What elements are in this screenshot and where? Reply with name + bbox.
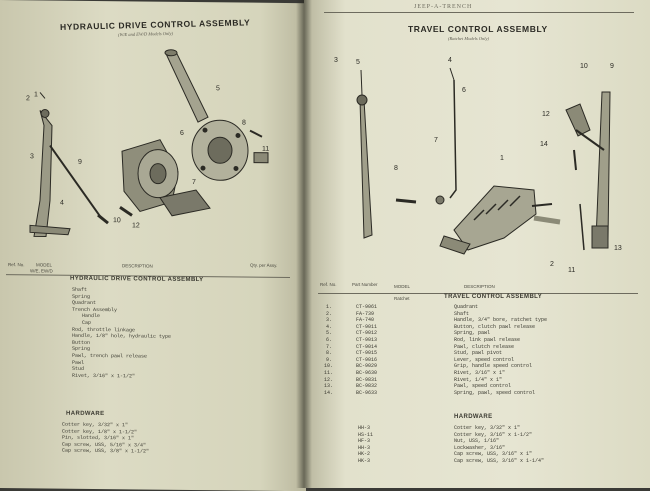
callout-label: 3: [30, 153, 34, 161]
table-row: 11. BC-9630 Rivet, 3/16" x 1": [324, 369, 506, 376]
callout-label: 8: [394, 165, 398, 172]
right-section-title: TRAVEL CONTROL ASSEMBLY: [444, 294, 543, 300]
callout-label: 4: [448, 57, 452, 64]
handle-part: [360, 100, 372, 238]
list-item: Cap screw, USS, 3/8" x 1-1/2": [62, 448, 150, 455]
callout-label: 2: [550, 261, 554, 268]
callout-label: 3: [334, 57, 338, 64]
callout-label: 8: [242, 119, 246, 127]
table-row: HK-3 Cap screw, USS, 3/16" x 1-1/4": [358, 457, 545, 464]
stud-part: [396, 200, 416, 202]
list-item: Cotter key, 1/8" x 1-1/2": [62, 428, 138, 436]
right-parts-table: [318, 304, 648, 396]
list-item: Rod, throttle linkage: [72, 326, 136, 333]
table-row: HK-2 Cap screw, USS, 3/16" x 1": [358, 451, 533, 458]
pawl-part: [436, 196, 444, 204]
pawl-block-part: [592, 226, 608, 248]
handle-knob-part: [357, 95, 367, 105]
table-header-description: DESCRIPTION: [464, 284, 495, 289]
model-value: Ratchet: [394, 296, 410, 301]
list-item: Spring: [72, 293, 91, 300]
list-item: Stud: [72, 365, 85, 373]
book-gutter: [296, 0, 312, 488]
callout-label: 6: [180, 129, 184, 137]
callout-label: 11: [568, 267, 576, 274]
right-hardware-title: HARDWARE: [454, 414, 493, 420]
table-header-model-value: W/E, EW/D: [30, 268, 53, 274]
callout-label: 7: [434, 137, 438, 144]
running-head: JEEP-A-TRENCH: [414, 4, 473, 10]
list-item: Handle, 1/8" hole, hydraulic type: [72, 332, 172, 340]
rod-end-part: [98, 215, 108, 223]
list-item: Cap: [82, 319, 92, 326]
left-hardware-list: [62, 422, 292, 457]
callout-label: 9: [610, 63, 614, 70]
rivet-part: [574, 150, 576, 170]
left-page-subtitle: (W/E and EW/D Models Only): [117, 30, 174, 38]
list-item: Spring: [72, 346, 91, 353]
button-rod-part: [361, 70, 362, 95]
drum-hub-part: [150, 164, 166, 184]
lever-part: [166, 52, 208, 122]
table-header-qty: Qty. per Assy.: [250, 262, 278, 268]
list-item: Cap screw, USS, 5/16" x 3/4": [62, 441, 147, 449]
table-row: 7. CT-9014 Pawl, clutch release: [326, 343, 515, 350]
list-item: Pin, slotted, 3/16" x 1": [62, 434, 135, 442]
list-item: Pawl, trench pawl release: [72, 352, 148, 360]
speed-shaft-part: [534, 218, 560, 222]
callout-label: 12: [132, 222, 140, 230]
left-parts-list: [72, 287, 302, 382]
pin-part: [40, 92, 45, 98]
table-row: HS-11 Cotter key, 3/16" x 1-1/2": [358, 431, 533, 438]
table-row: 12. BC-9831 Rivet, 1/4" x 1": [324, 376, 503, 383]
callout-label: 2: [26, 95, 30, 103]
table-row: 2. FA-739 Shaft: [326, 310, 470, 317]
spring-part: [450, 68, 454, 80]
table-row: 6. CT-9013 Rod, link pawl release: [326, 336, 521, 343]
callout-label: 1: [34, 91, 38, 99]
callout-label: 6: [462, 87, 466, 94]
quadrant-part: [454, 186, 536, 250]
lever-grip-part: [165, 50, 177, 56]
table-row: 3. FA-740 Handle, 3/4" bore, ratchet type: [326, 317, 548, 324]
callout-label: 14: [540, 141, 548, 148]
list-item: Button: [72, 339, 91, 346]
bolt-part: [120, 207, 132, 215]
table-row: HH-3 Lockwasher, 3/16": [358, 444, 506, 451]
list-item: Shaft: [72, 286, 88, 293]
table-row: HH-3 Cotter key, 3/32" x 1": [358, 425, 521, 431]
shaft-part: [34, 110, 52, 236]
link-rod-part: [450, 80, 456, 198]
callout-label: 9: [78, 158, 82, 166]
travel-control-illustration: [304, 0, 650, 280]
table-row: HF-3 Nut, USS, 1/16": [358, 438, 500, 445]
table-row: 5. CT-9012 Spring, pawl: [326, 330, 491, 337]
callout-label: 5: [216, 85, 220, 93]
list-item: Pawl: [72, 359, 85, 366]
callout-label: 10: [580, 63, 588, 70]
table-row: 1. CT-9061 Quadrant: [326, 304, 479, 310]
callout-label: 12: [542, 111, 550, 118]
right-page-subtitle: (Ratchet Models Only): [448, 36, 489, 41]
pin-small-part: [250, 131, 262, 137]
pin-part: [580, 204, 584, 250]
list-item: Trench Assembly: [72, 306, 118, 314]
table-header-part: Part Number: [352, 282, 378, 287]
knob-part: [41, 109, 49, 117]
callout-label: 7: [192, 179, 196, 187]
table-row: 14. BC-9633 Spring, pawl, speed control: [324, 389, 536, 396]
table-row: 8. CT-9015 Stud, pawl pivot: [326, 350, 503, 357]
right-page: [304, 0, 650, 488]
list-item: Quadrant: [72, 299, 97, 307]
throttle-rod-part: [50, 146, 102, 220]
left-hardware-title: HARDWARE: [66, 410, 105, 418]
speed-lever-part: [596, 92, 610, 240]
callout-label: 13: [614, 245, 622, 252]
list-item: Handle: [82, 313, 101, 320]
table-header-description: DESCRIPTION: [122, 263, 153, 269]
callout-label: 5: [356, 59, 360, 66]
right-page-title: TRAVEL CONTROL ASSEMBLY: [408, 24, 548, 34]
disc-center-part: [208, 137, 232, 163]
callout-label: 1: [500, 155, 504, 162]
callout-label: 10: [113, 217, 121, 225]
table-header-ref: Ref. No.: [320, 282, 337, 287]
hydraulic-drive-illustration: [0, 0, 306, 263]
left-section-title: HYDRAULIC DRIVE CONTROL ASSEMBLY: [70, 275, 204, 284]
callout-label: 4: [60, 199, 64, 207]
table-row: 4. CT-9011 Button, clutch pawl release: [326, 323, 536, 330]
nut-part: [254, 153, 268, 163]
list-item: Cotter key, 3/32" x 1": [62, 421, 129, 429]
table-row: 13. BC-9832 Pawl, speed control: [324, 383, 512, 390]
left-page-title: HYDRAULIC DRIVE CONTROL ASSEMBLY: [59, 17, 251, 32]
table-header-model: MODEL: [394, 284, 411, 289]
left-page: [0, 0, 306, 491]
table-row: 9. CT-9016 Lever, speed control: [326, 356, 515, 363]
table-row: 10. BC-9029 Grip, handle speed control: [324, 363, 533, 370]
callout-label: 11: [262, 145, 270, 153]
list-item: Rivet, 3/16" x 1-1/2": [72, 372, 136, 380]
table-header-model: MODEL: [36, 262, 53, 268]
right-hardware-table: [318, 425, 648, 465]
table-header-ref: Ref. No.: [8, 262, 25, 268]
